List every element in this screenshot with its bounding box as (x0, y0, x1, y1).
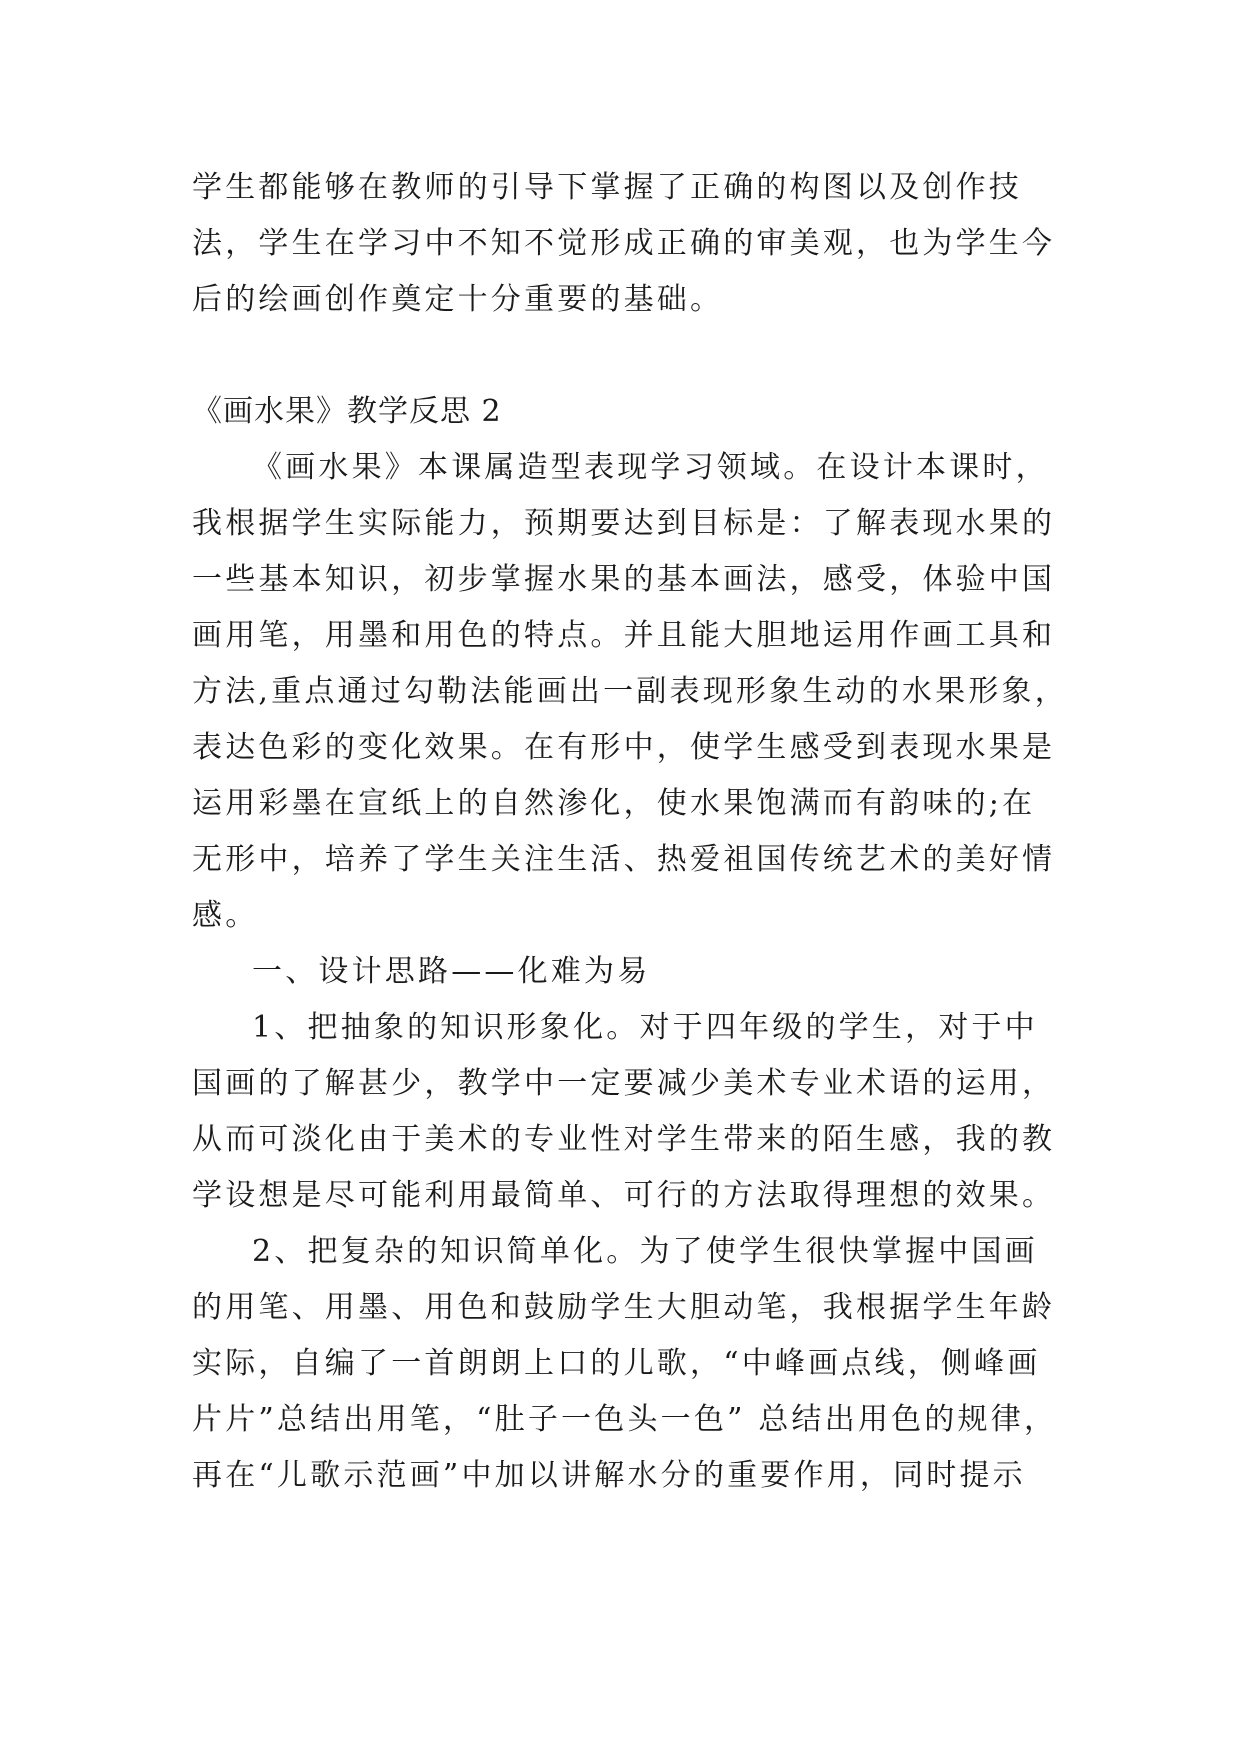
paragraph-line: 的用笔、用墨、用色和鼓励学生大胆动笔，我根据学生年龄 (192, 1290, 1056, 1325)
paragraph-line: 表达色彩的变化效果。在有形中，使学生感受到表现水果是 (192, 730, 1056, 765)
paragraph-line: 方法,重点通过勾勒法能画出一副表现形象生动的水果形象， (192, 674, 1068, 709)
subsection-heading: 一、设计思路——化难为易 (252, 954, 651, 989)
paragraph-line: 无形中，培养了学生关注生活、热爱祖国传统艺术的美好情 (192, 842, 1056, 877)
paragraph-line: 2、把复杂的知识简单化。为了使学生很快掌握中国画 (252, 1234, 1038, 1269)
section-heading: 《画水果》教学反思 2 (192, 394, 502, 429)
paragraph-line: 片片”总结出用笔，“肚子一色头一色” 总结出用色的规律， (192, 1402, 1058, 1437)
paragraph-line: 《画水果》本课属造型表现学习领域。在设计本课时， (252, 450, 1049, 485)
paragraph-line: 画用笔，用墨和用色的特点。并且能大胆地运用作画工具和 (192, 618, 1056, 653)
paragraph-line: 法，学生在学习中不知不觉形成正确的审美观，也为学生今 (192, 226, 1056, 261)
paragraph-line: 后的绘画创作奠定十分重要的基础。 (192, 282, 724, 317)
paragraph-line: 学生都能够在教师的引导下掌握了正确的构图以及创作技 (192, 170, 1022, 205)
paragraph-line: 国画的了解甚少，教学中一定要减少美术专业术语的运用， (192, 1066, 1056, 1101)
paragraph-line: 我根据学生实际能力，预期要达到目标是：了解表现水果的 (192, 506, 1056, 541)
paragraph-line: 感。 (192, 898, 259, 933)
paragraph-line: 运用彩墨在宣纸上的自然渗化，使水果饱满而有韵味的;在 (192, 786, 1036, 821)
paragraph-line: 再在“儿歌示范画”中加以讲解水分的重要作用，同时提示 (192, 1458, 1026, 1493)
paragraph-line: 学设想是尽可能利用最简单、可行的方法取得理想的效果。 (192, 1178, 1056, 1213)
paragraph-line: 1、把抽象的知识形象化。对于四年级的学生，对于中 (252, 1010, 1038, 1045)
paragraph-line: 从而可淡化由于美术的专业性对学生带来的陌生感，我的教 (192, 1122, 1056, 1157)
paragraph-line: 实际，自编了一首朗朗上口的儿歌，“中峰画点线，侧峰画 (192, 1346, 1041, 1381)
paragraph-line: 一些基本知识，初步掌握水果的基本画法，感受，体验中国 (192, 562, 1056, 597)
